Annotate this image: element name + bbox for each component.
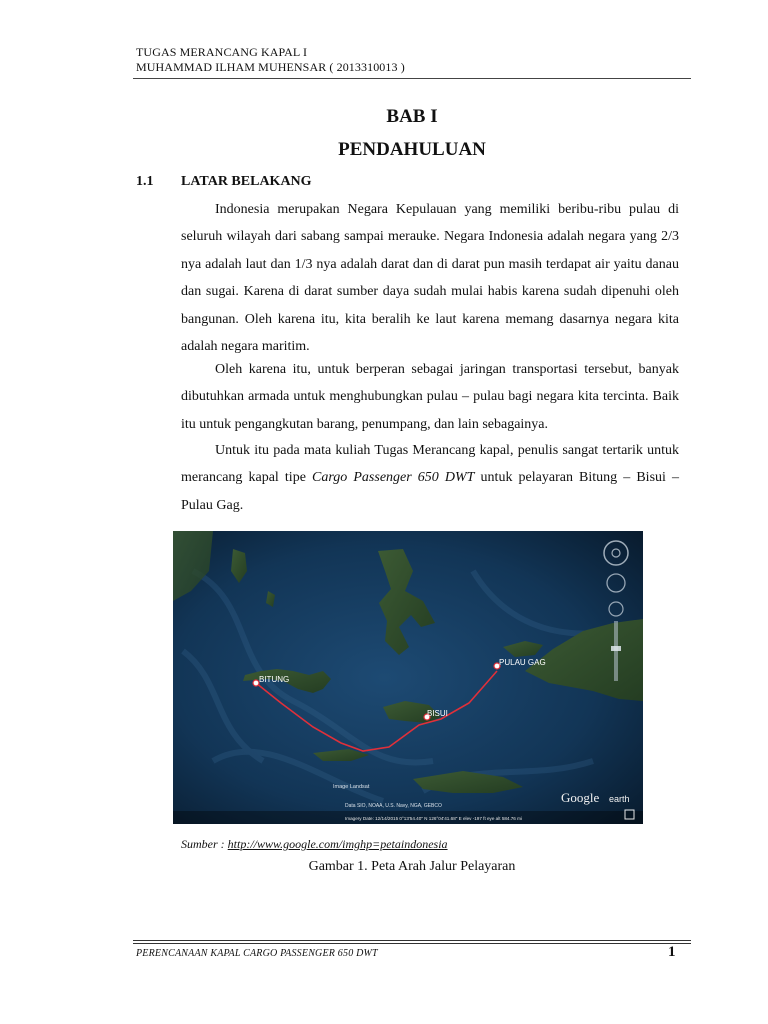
- figure-caption: Gambar 1. Peta Arah Jalur Pelayaran: [308, 859, 516, 874]
- label-bitung: BITUNG: [259, 675, 290, 684]
- status-bar-text: Imagery Date: 12/14/2015 0°13'54.40" N 126°04'41.68" E elev -197 ft eye alt 584.76 mi: [345, 816, 522, 821]
- paragraph-3: [181, 437, 679, 519]
- section-title: LATAR BELAKANG: [181, 174, 312, 189]
- page-number: 1: [668, 944, 676, 960]
- header-author: MUHAMMAD ILHAM MUHENSAR ( 2013310013 ): [136, 60, 405, 74]
- section-number: 1.1: [136, 174, 154, 189]
- image-credit: Image Landsat: [333, 784, 370, 790]
- paragraph-1-text: Indonesia merupakan Negara Kepulauan yang memiliki beribu-ribu pulau di seluruh wilayah dari sabang sampai merauke. Negara Indonesia adalah negara yang 2/3 nya adalah laut dan 1/3 nya adalah darat dan di darat pun masih terdapat air yaitu danau dan sugai. Karena di darat sumber daya sudah mulai habis karena sudah dipenuhi oleh bangunan. Oleh karena itu, kita beralih ke laut karena memang dasarnya negara kita adalah negara maritim.: [181, 202, 679, 355]
- footer-rule: [133, 940, 691, 941]
- header-rule: [133, 78, 691, 79]
- footer-text: PERENCANAAN KAPAL CARGO PASSENGER 650 DWT: [136, 948, 378, 959]
- header-course: TUGAS MERANCANG KAPAL I: [136, 45, 308, 59]
- paragraph-3-text-a: Untuk itu pada mata kuliah Tugas Merancang kapal, penulis sangat tertarik untuk merancang kapal tipe: [181, 443, 679, 486]
- ship-type-italic: Cargo Passenger 650 DWT: [312, 470, 475, 486]
- label-pulau-gag: PULAU GAG: [499, 658, 546, 667]
- label-bisui: BISUI: [427, 709, 448, 718]
- chapter-subtitle: PENDAHULUAN: [338, 139, 486, 160]
- earth-logo: earth: [609, 794, 630, 804]
- source-prefix: Sumber :: [181, 837, 228, 851]
- paragraph-2-text: Oleh karena itu, untuk berperan sebagai jaringan transportasi tersebut, banyak dibutuhkan armada untuk menghubungkan pulau – pulau bagi negara kita tercinta. Baik itu untuk pengangkutan barang, penumpang, dan lain sebagainya.: [181, 362, 679, 432]
- paragraph-3-text-b: untuk pelayaran Bitung – Bisui – Pulau Gag.: [181, 470, 680, 513]
- paragraph-1: [181, 196, 679, 360]
- paragraph-2: [181, 356, 679, 438]
- chapter-title: BAB I: [386, 106, 438, 127]
- data-credit: Data SIO, NOAA, U.S. Navy, NGA, GEBCO: [345, 803, 442, 809]
- google-logo: Google: [561, 790, 600, 805]
- running-header: [136, 45, 405, 75]
- route-map-svg: [173, 531, 643, 824]
- route-map-image: [173, 531, 643, 824]
- source-url-link[interactable]: http://www.google.com/imghp=petaindonesia: [227, 837, 448, 851]
- footer-rule-2: [133, 943, 691, 944]
- figure-source: [181, 837, 448, 852]
